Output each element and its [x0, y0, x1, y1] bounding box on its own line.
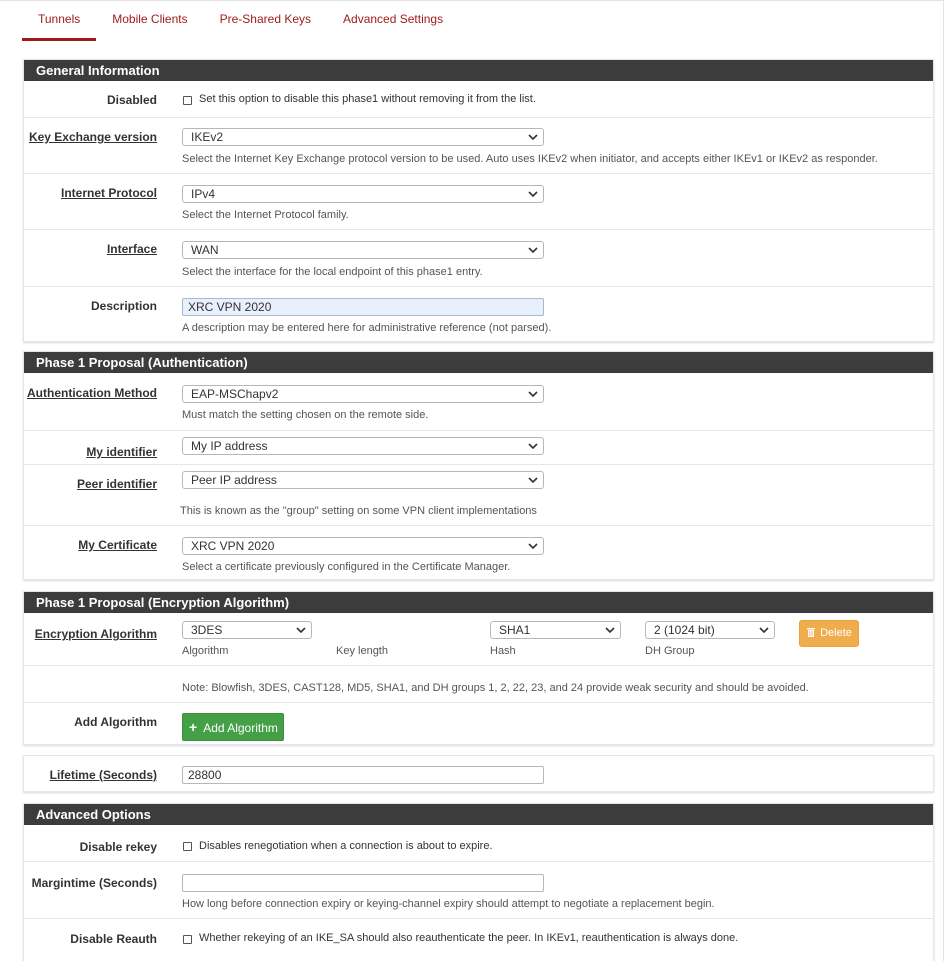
lifetime-row	[24, 756, 933, 793]
chevron-down-icon	[605, 625, 615, 635]
plus-icon: +	[189, 719, 198, 735]
panel-title: General Information	[24, 60, 933, 81]
tab-pre-shared-keys[interactable]: Pre-Shared Keys	[219, 12, 312, 26]
weak-security-note: Note: Blowfish, 3DES, CAST128, MD5, SHA1, and DH groups 1, 2, 22, 23, and 24 provide weak security and should be avoided.	[182, 682, 809, 694]
interface-label: Interface	[106, 242, 157, 256]
internet-protocol-help: Select the Internet Protocol family.	[182, 209, 349, 221]
lifetime-input[interactable]: 28800	[182, 766, 544, 784]
internet-protocol-label: Internet Protocol	[60, 186, 157, 200]
encryption-algorithm-label: Encryption Algorithm	[34, 627, 157, 641]
peer-identifier-row	[24, 464, 933, 525]
margintime-label: Margintime (Seconds)	[31, 876, 157, 890]
disable-rekey-label: Disable rekey	[79, 840, 157, 854]
add-algorithm-label: Add Algorithm	[74, 715, 157, 729]
trash-icon	[806, 627, 816, 637]
encryption-algorithm-row	[24, 613, 933, 665]
key-exchange-select[interactable]: IKEv2	[182, 128, 544, 146]
key-length-sublabel: Key length	[336, 645, 388, 657]
disabled-checkbox-text: Set this option to disable this phase1 without removing it from the list.	[199, 93, 536, 105]
dh-group-select[interactable]: 2 (1024 bit)	[645, 621, 775, 639]
auth-method-row	[24, 373, 933, 430]
my-identifier-row	[24, 430, 933, 464]
encryption-panel	[23, 591, 934, 745]
hash-select[interactable]: SHA1	[490, 621, 621, 639]
advanced-options-panel	[23, 803, 934, 961]
auth-method-help: Must match the setting chosen on the remote side.	[182, 409, 429, 421]
interface-row	[24, 229, 933, 286]
chevron-down-icon	[528, 132, 538, 142]
key-exchange-help: Select the Internet Key Exchange protocol version to be used. Auto uses IKEv2 when initiator, and accepts either IKEv1 or IKEv2 as responder.	[182, 153, 878, 165]
delete-button[interactable]	[799, 620, 859, 647]
disable-reauth-row	[24, 918, 933, 955]
auth-method-label: Authentication Method	[27, 386, 157, 400]
weak-security-note-row	[24, 665, 933, 702]
algorithm-sublabel: Algorithm	[182, 645, 229, 657]
chevron-down-icon	[296, 625, 306, 635]
description-label: Description	[90, 299, 157, 313]
margintime-row	[24, 861, 933, 918]
add-algorithm-button-label: Add Algorithm	[203, 721, 278, 735]
dh-group-sublabel: DH Group	[645, 645, 695, 657]
internet-protocol-row	[24, 173, 933, 230]
tab-tunnels[interactable]: Tunnels	[22, 0, 96, 41]
description-row	[24, 286, 933, 342]
margintime-input[interactable]	[182, 874, 544, 892]
disable-reauth-label: Disable Reauth	[70, 932, 157, 946]
my-certificate-help: Select a certificate previously configured in the Certificate Manager.	[182, 561, 511, 573]
add-algorithm-row	[24, 702, 933, 746]
internet-protocol-select[interactable]: IPv4	[182, 185, 544, 203]
margintime-help: How long before connection expiry or keying-channel expiry should attempt to negotiate a replacement begin.	[182, 898, 715, 910]
authentication-panel	[23, 351, 934, 580]
disable-rekey-row	[24, 825, 933, 861]
tab-mobile-clients[interactable]: Mobile Clients	[112, 12, 188, 26]
chevron-down-icon	[528, 189, 538, 199]
interface-help: Select the interface for the local endpoint of this phase1 entry.	[182, 266, 483, 278]
disable-rekey-text: Disables renegotiation when a connection is about to expire.	[199, 840, 493, 852]
peer-identifier-label: Peer identifier	[76, 477, 157, 491]
disabled-row	[24, 81, 933, 118]
my-certificate-select[interactable]: XRC VPN 2020	[182, 537, 544, 555]
hash-sublabel: Hash	[490, 645, 516, 657]
panel-title: Advanced Options	[24, 804, 933, 825]
add-algorithm-button[interactable]	[182, 713, 284, 741]
tab-bar	[22, 0, 459, 41]
auth-method-select[interactable]: EAP-MSChapv2	[182, 385, 544, 403]
my-certificate-row	[24, 525, 933, 580]
peer-identifier-select[interactable]: Peer IP address	[182, 471, 544, 489]
description-input[interactable]: XRC VPN 2020	[182, 298, 544, 316]
lifetime-panel	[23, 755, 934, 792]
chevron-down-icon	[528, 475, 538, 485]
disabled-label: Disabled	[106, 93, 157, 107]
key-exchange-label: Key Exchange version	[28, 130, 157, 144]
chevron-down-icon	[528, 389, 538, 399]
panel-title: Phase 1 Proposal (Authentication)	[24, 352, 933, 373]
lifetime-label: Lifetime (Seconds)	[49, 768, 157, 782]
panel-title: Phase 1 Proposal (Encryption Algorithm)	[24, 592, 933, 613]
chevron-down-icon	[759, 625, 769, 635]
chevron-down-icon	[528, 441, 538, 451]
my-identifier-select[interactable]: My IP address	[182, 437, 544, 455]
interface-select[interactable]: WAN	[182, 241, 544, 259]
general-information-panel	[23, 59, 934, 342]
disable-reauth-text: Whether rekeying of an IKE_SA should also reauthenticate the peer. In IKEv1, reauthentication is always done.	[199, 932, 739, 944]
disable-rekey-checkbox[interactable]	[183, 842, 192, 851]
description-help: A description may be entered here for administrative reference (not parsed).	[182, 322, 552, 334]
tab-advanced-settings[interactable]: Advanced Settings	[343, 12, 444, 26]
delete-button-label: Delete	[820, 627, 852, 639]
my-certificate-label: My Certificate	[78, 538, 157, 552]
chevron-down-icon	[528, 245, 538, 255]
chevron-down-icon	[528, 541, 538, 551]
algorithm-select[interactable]: 3DES	[182, 621, 312, 639]
disabled-checkbox[interactable]	[183, 96, 192, 105]
my-identifier-label: My identifier	[86, 445, 157, 459]
key-exchange-row	[24, 117, 933, 173]
peer-identifier-help: This is known as the "group" setting on some VPN client implementations	[180, 505, 537, 517]
disable-reauth-checkbox[interactable]	[183, 935, 192, 944]
